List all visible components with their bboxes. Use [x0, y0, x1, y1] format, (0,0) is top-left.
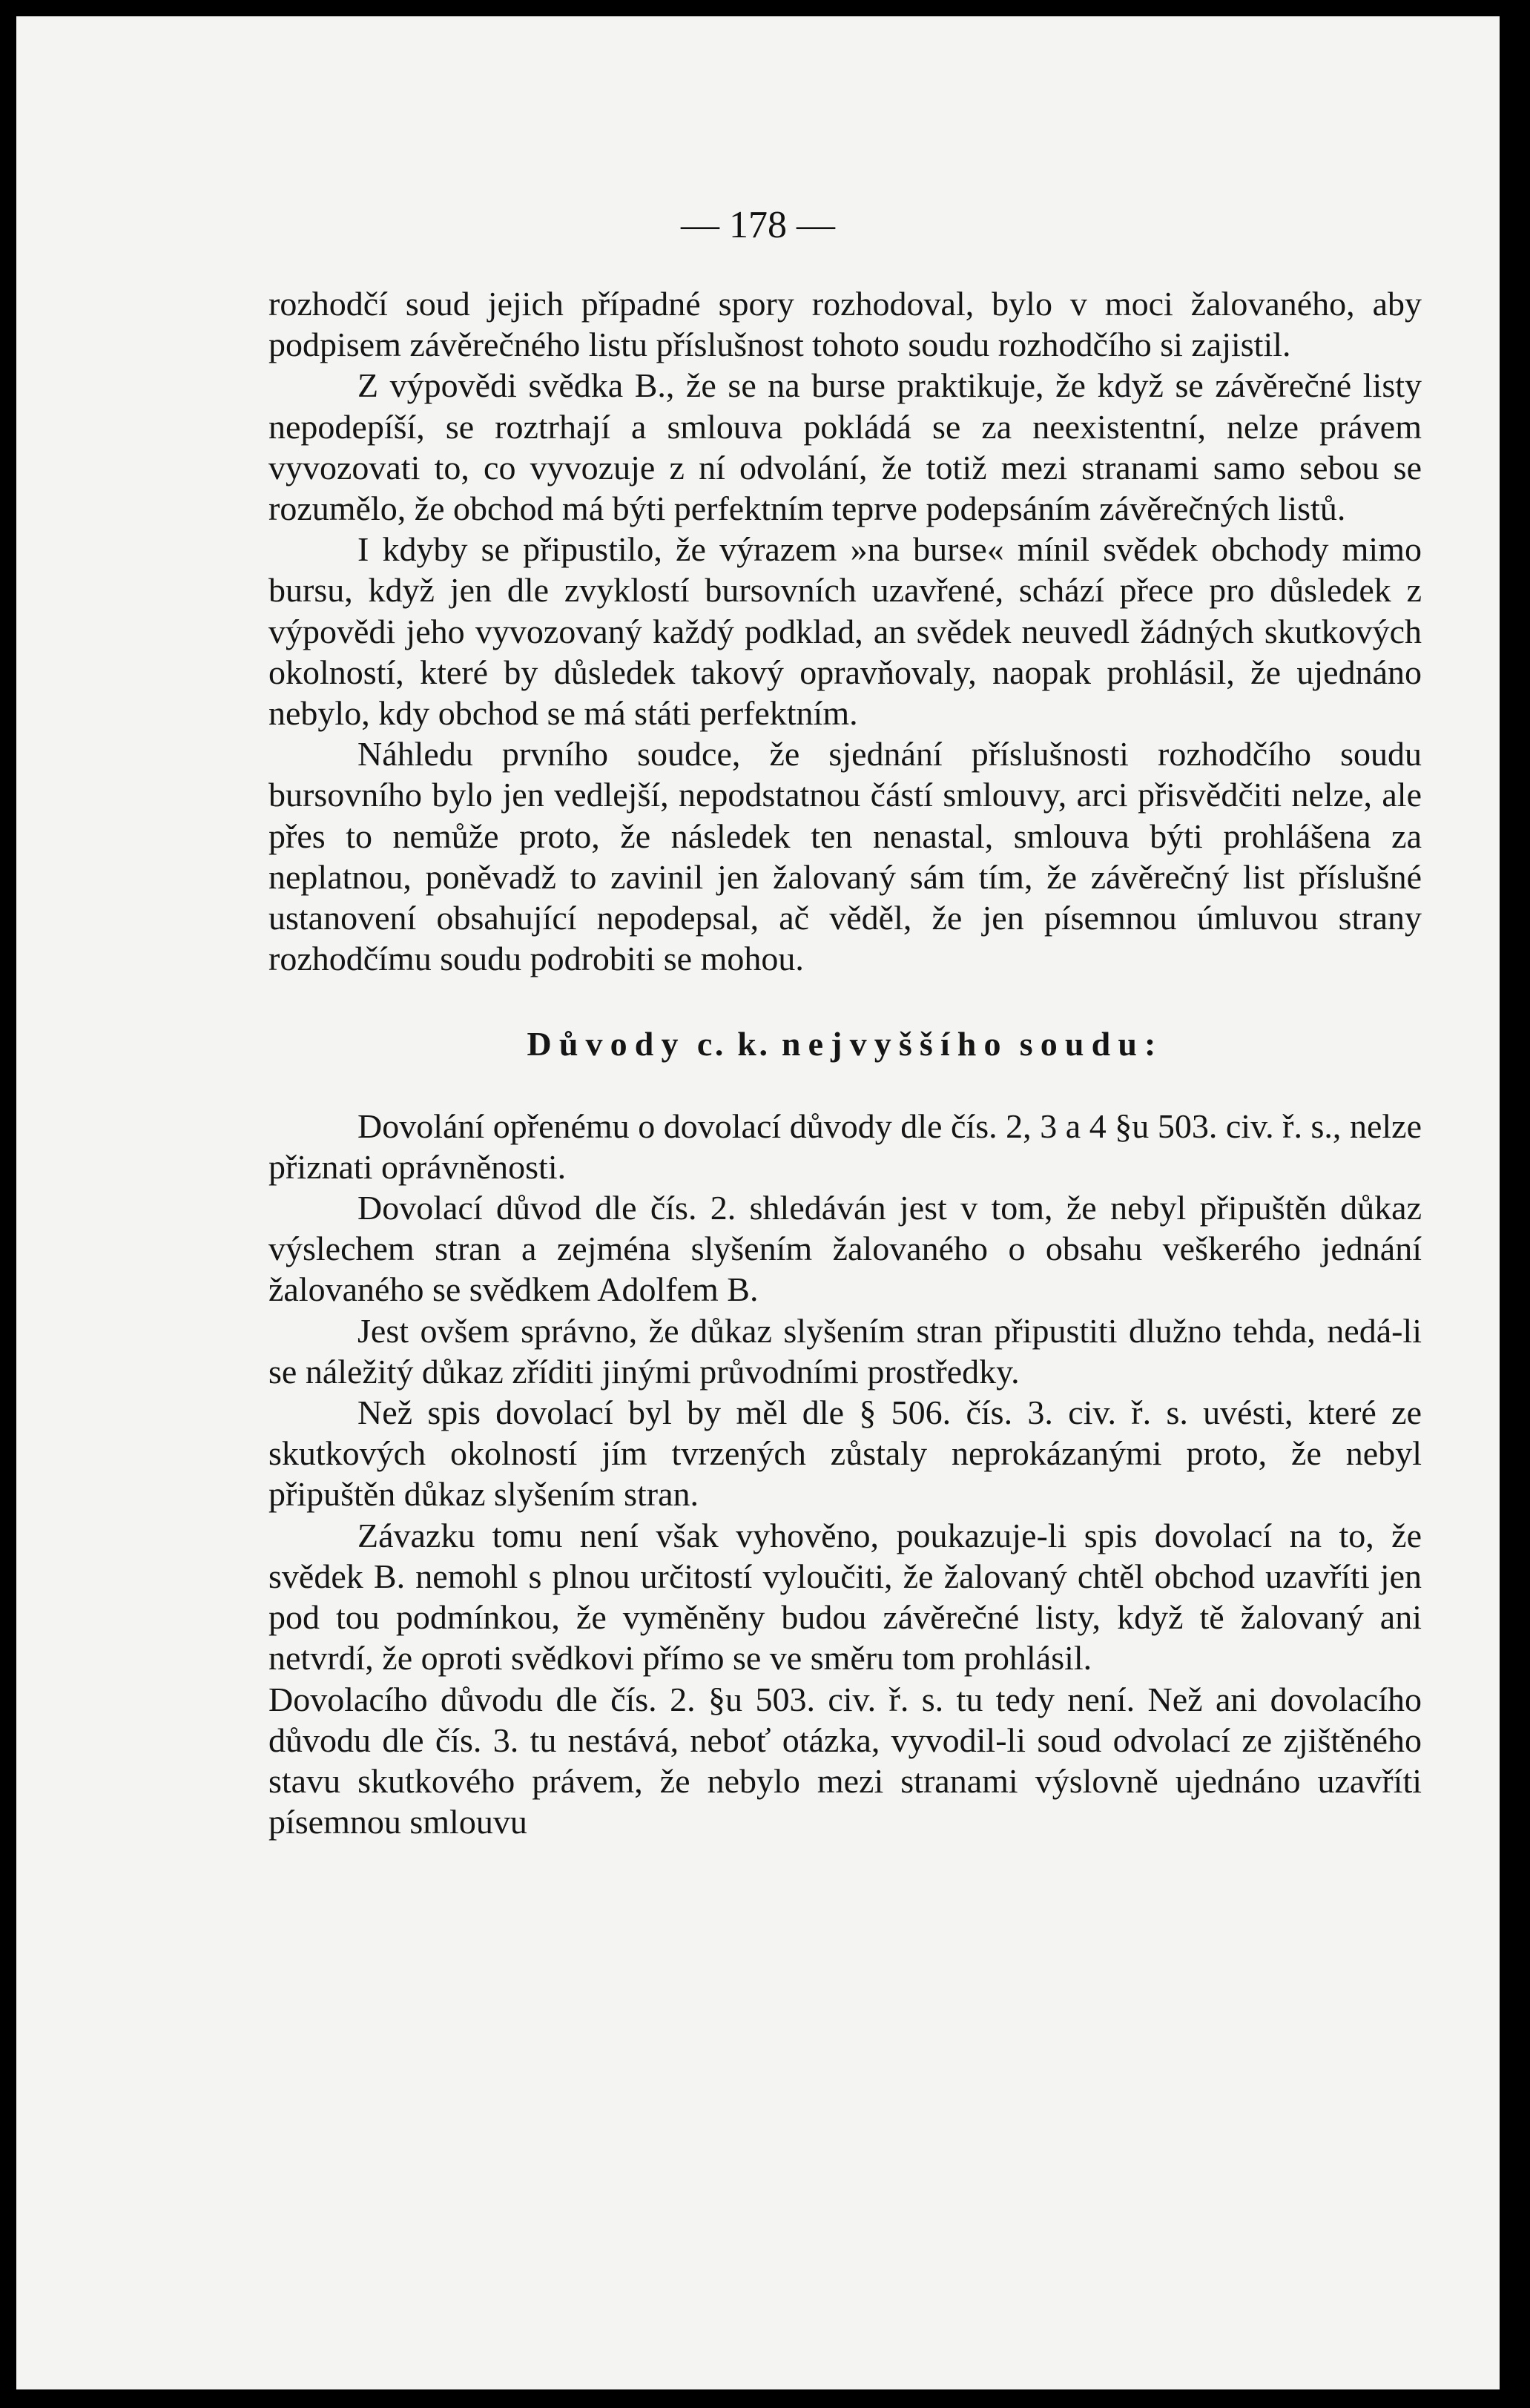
document-page: [16, 16, 1500, 2389]
page-number: — 178 —: [681, 204, 835, 246]
page-body: [268, 283, 1422, 1842]
paragraph: Závazku tomu není však vyhověno, poukazuje-li spis dovolací na to, že svědek B. nemohl s plnou určitostí vyloučiti, že žalovaný chtěl obchod uzavříti jen pod tou podmínkou, že vyměněny budou závěrečné listy, když tě žalovaný ani netvrdí, že oproti svědkovi přímo se ve směru tom prohlásil.: [268, 1516, 1422, 1678]
text-block-after: [268, 1106, 1422, 1843]
paragraph: Jest ovšem správno, že důkaz slyšením stran připustiti dlužno tehda, nedá-li se náležitý důkaz zříditi jinými průvodními prostředky.: [268, 1311, 1422, 1391]
heading-word-duvody: Důvody: [527, 1025, 686, 1063]
paragraph: rozhodčí soud jejich případné spory rozhodoval, bylo v moci žalovaného, aby podpisem závěrečného listu příslušnost tohoto soudu rozhodčího si zajistil.: [268, 285, 1422, 364]
paragraph: Než spis dovolací byl by měl dle § 506. čís. 3. civ. ř. s. uvésti, které ze skutkových okolností jím tvrzených zůstaly neprokázanými proto, že nebyl připuštěn důkaz slyšením stran.: [268, 1393, 1422, 1514]
section-heading: [268, 1023, 1422, 1064]
text-block-before: [268, 283, 1422, 979]
heading-word-ck: c. k.: [696, 1025, 771, 1063]
paragraph: Z výpovědi svědka B., že se na burse praktikuje, že když se závěrečné listy nepodepíší, se roztrhají a smlouva pokládá se za neexistentní, nelze právem vyvozovati to, co vyvozuje z ní odvolání, že totiž mezi stranami samo sebou se rozumělo, že obchod má býti perfektním teprve podepsáním závěrečných listů.: [268, 366, 1422, 528]
heading-word-nejvyssiho: nejvyššího: [781, 1025, 1009, 1063]
paragraph: Náhledu prvního soudce, že sjednání příslušnosti rozhodčího soudu bursovního bylo jen vedlejší, nepodstatnou částí smlouvy, arci přisvědčiti nelze, ale přes to nemůže proto, že následek ten nenastal, smlouva býti prohlášena za neplatnou, poněvadž to zavinil jen žalovaný sám tím, že závěrečný list příslušné ustanovení obsahující nepodepsal, ač věděl, že jen písemnou úmluvou strany rozhodčímu soudu podrobiti se mohou.: [268, 735, 1422, 978]
paragraph: Dovolacího důvodu dle čís. 2. §u 503. civ. ř. s. tu tedy není. Než ani dovolacího důvodu dle čís. 3. tu nestává, neboť otázka, vyvodil-li soud odvolací ze zjištěného stavu skutkového právem, že nebylo mezi stranami výslovně ujednáno uzavříti písemnou smlouvu: [268, 1680, 1422, 1841]
paragraph: Dovolání opřenému o dovolací důvody dle čís. 2, 3 a 4 §u 503. civ. ř. s., nelze přiznati oprávněnosti.: [268, 1106, 1422, 1186]
paragraph: I kdyby se připustilo, že výrazem »na burse« mínil svědek obchody mimo bursu, když jen dle zvyklostí bursovních uzavřené, schází přece pro důsledek z výpovědi jeho vyvozovaný každý podklad, an svědek neuvedl žádných skutkových okolností, které by důsledek takový opravňovaly, naopak prohlásil, že ujednáno nebylo, kdy obchod se má státi perfektním.: [268, 530, 1422, 733]
paragraph: Dovolací důvod dle čís. 2. shledáván jest v tom, že nebyl připuštěn důkaz výslechem stran a zejména slyšením žalovaného o obsahu veškerého jednání žalovaného se svědkem Adolfem B.: [268, 1189, 1422, 1309]
heading-word-soudu: soudu:: [1019, 1025, 1164, 1063]
